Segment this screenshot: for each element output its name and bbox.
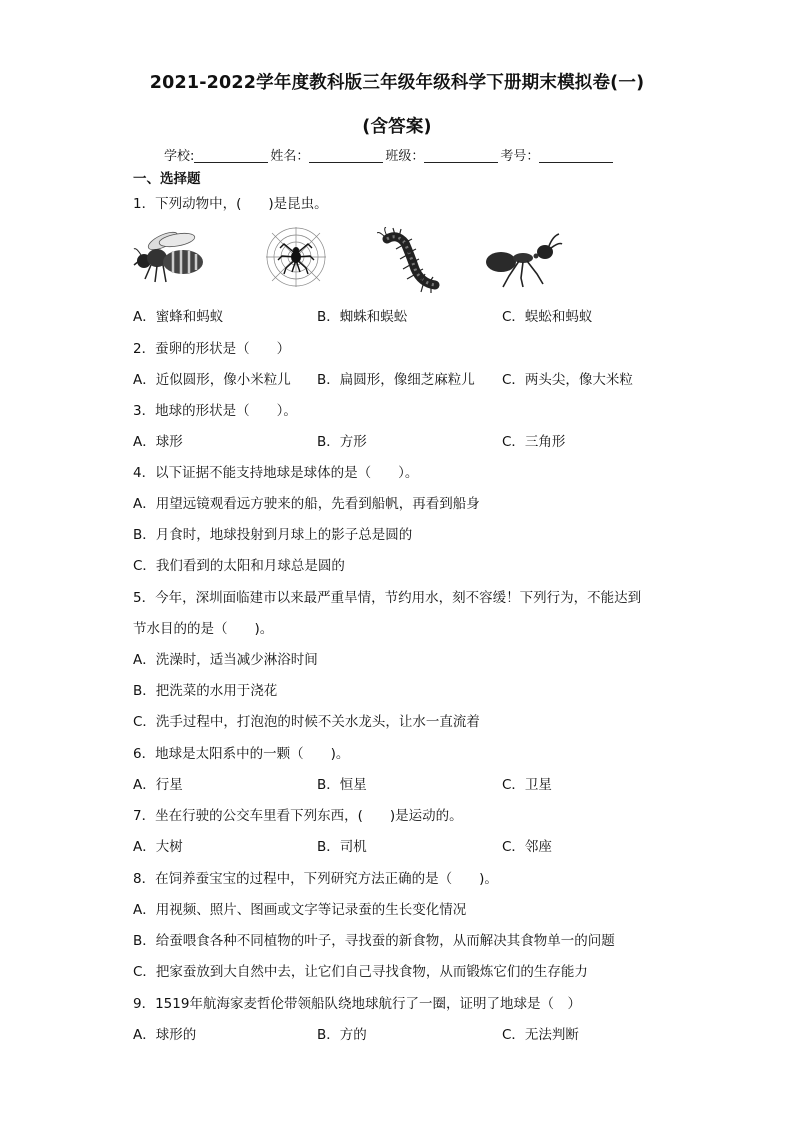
q6-option-a: A．行星 xyxy=(133,777,183,793)
q2-option-b: B．扁圆形，像细芝麻粒儿 xyxy=(317,372,475,388)
class-blank xyxy=(424,149,498,163)
q4-option-a: A．用望远镜观看远方驶来的船，先看到船帆，再看到船身 xyxy=(133,496,480,512)
question-1-stem: 1．下列动物中，( )是昆虫。 xyxy=(133,196,328,212)
question-2-stem: 2．蚕卵的形状是（ ） xyxy=(133,341,291,357)
q6-option-b: B．恒星 xyxy=(317,777,367,793)
question-9-stem: 9．1519年航海家麦哲伦带领船队绕地球航行了一圈，证明了地球是（ ） xyxy=(133,996,581,1012)
q7-option-b: B．司机 xyxy=(317,839,367,855)
q8-option-b: B．给蚕喂食各种不同植物的叶子，寻找蚕的新食物，从而解决其食物单一的问题 xyxy=(133,933,615,949)
class-label: 班级： xyxy=(385,149,425,164)
section-heading: 一、选择题 xyxy=(133,171,201,187)
q7-option-c: C．邻座 xyxy=(502,839,552,855)
number-label: 考号： xyxy=(500,149,540,164)
q9-option-b: B．方的 xyxy=(317,1027,367,1043)
q7-option-a: A．大树 xyxy=(133,839,183,855)
q1-option-a: A．蜜蜂和蚂蚁 xyxy=(133,309,224,325)
question-5-stem-cont: 节水目的的是（ )。 xyxy=(133,621,274,637)
q2-option-c: C．两头尖，像大米粒 xyxy=(502,372,633,388)
question-8-stem: 8．在饲养蚕宝宝的过程中，下列研究方法正确的是（ )。 xyxy=(133,871,498,887)
q5-option-b: B．把洗菜的水用于浇花 xyxy=(133,683,278,699)
question-4-stem: 4．以下证据不能支持地球是球体的是（ ）。 xyxy=(133,465,419,481)
q1-option-c: C．蜈蚣和蚂蚁 xyxy=(502,309,593,325)
q3-option-a: A．球形 xyxy=(133,434,183,450)
q3-option-b: B．方形 xyxy=(317,434,367,450)
name-label: 姓名： xyxy=(270,149,310,164)
exam-title: 2021-2022学年度教科版三年级年级科学下册期末模拟卷(一) xyxy=(149,73,645,93)
exam-subtitle: (含答案) xyxy=(362,117,432,137)
q1-option-b: B．蜘蛛和蜈蚣 xyxy=(317,309,408,325)
school-blank xyxy=(194,149,268,163)
q3-option-c: C．三角形 xyxy=(502,434,566,450)
q2-option-a: A．近似圆形，像小米粒儿 xyxy=(133,372,291,388)
question-5-stem: 5．今年，深圳面临建市以来最严重旱情，节约用水，刻不容缓！下列行为，不能达到 xyxy=(133,590,642,606)
question-6-stem: 6．地球是太阳系中的一颗（ )。 xyxy=(133,746,350,762)
q8-option-a: A．用视频、照片、图画或文字等记录蚕的生长变化情况 xyxy=(133,902,467,918)
centipede-image xyxy=(377,227,449,293)
number-blank xyxy=(539,149,613,163)
bee-image xyxy=(133,227,209,287)
school-label: 学校: xyxy=(164,149,195,164)
question-3-stem: 3．地球的形状是（ ）。 xyxy=(133,403,297,419)
q5-option-a: A．洗澡时，适当减少淋浴时间 xyxy=(133,652,318,668)
name-blank xyxy=(309,149,383,163)
q9-option-c: C．无法判断 xyxy=(502,1027,579,1043)
question-7-stem: 7．坐在行驶的公交车里看下列东西，( )是运动的。 xyxy=(133,808,463,824)
q9-option-a: A．球形的 xyxy=(133,1027,197,1043)
student-info-line xyxy=(164,145,615,164)
ant-image xyxy=(483,232,563,288)
q5-option-c: C．洗手过程中，打泡泡的时候不关水龙头，让水一直流着 xyxy=(133,714,480,730)
q4-option-c: C．我们看到的太阳和月球总是圆的 xyxy=(133,558,345,574)
q8-option-c: C．把家蚕放到大自然中去，让它们自己寻找食物，从而锻炼它们的生存能力 xyxy=(133,964,588,980)
q4-option-b: B．月食时，地球投射到月球上的影子总是圆的 xyxy=(133,527,413,543)
spider-image xyxy=(262,224,330,290)
q6-option-c: C．卫星 xyxy=(502,777,552,793)
